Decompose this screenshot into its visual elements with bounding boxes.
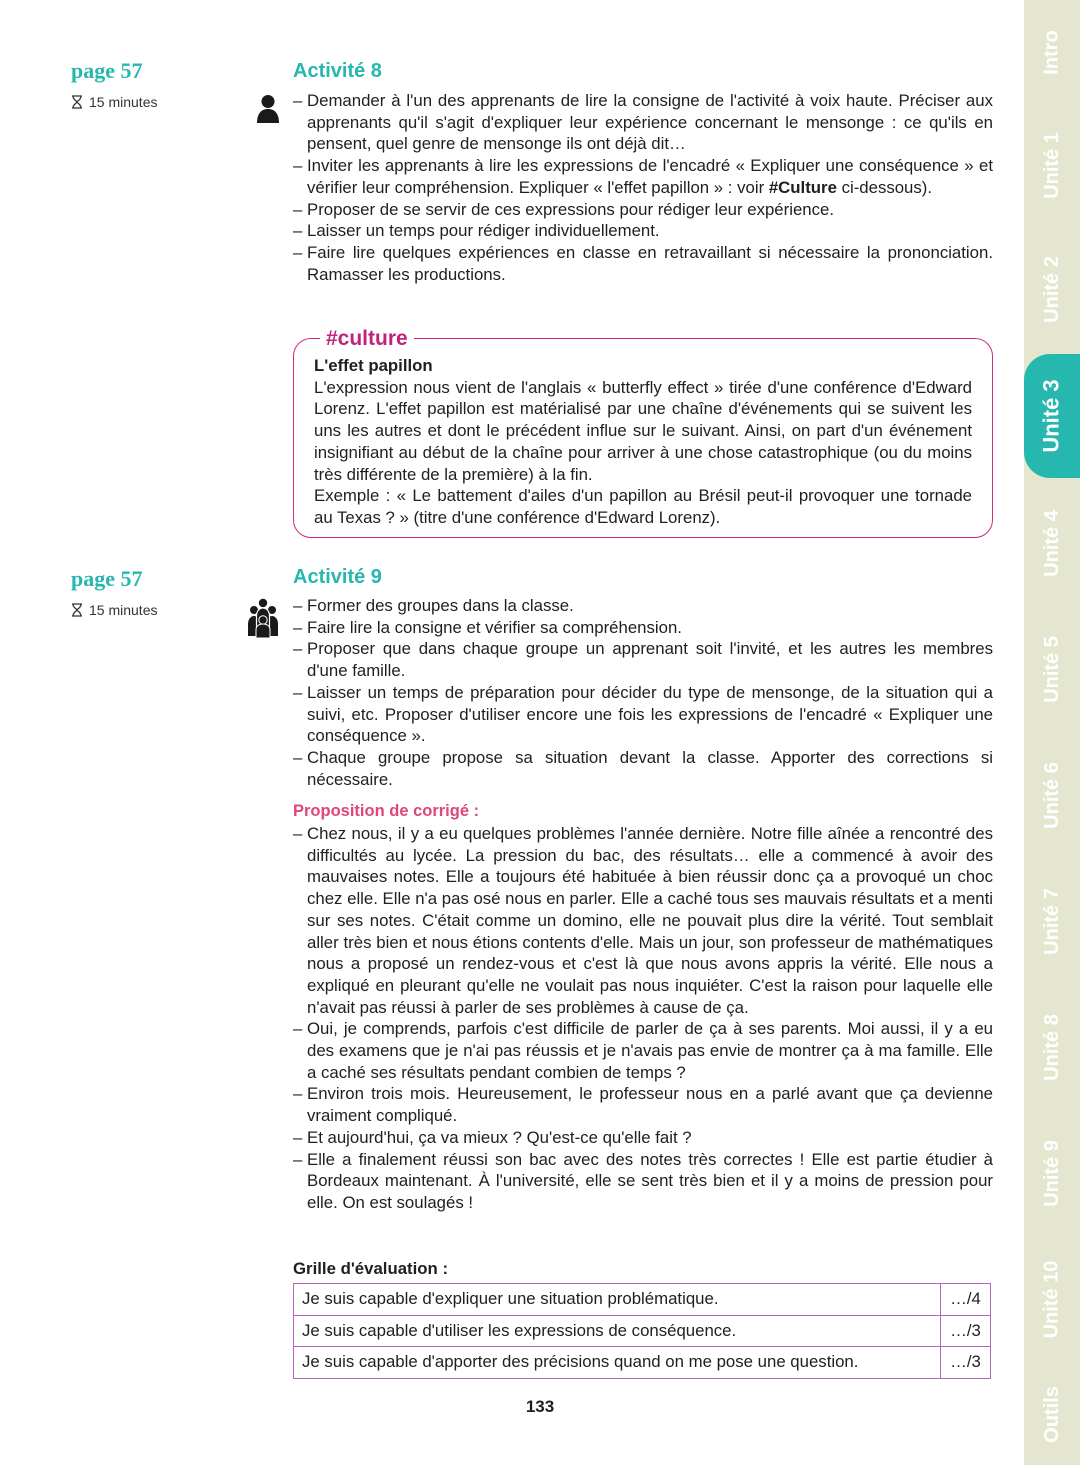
list-item: – Faire lire la consigne et vérifier sa compréhension. <box>293 617 993 639</box>
tab-unite-7[interactable]: Unité 7 <box>1024 860 1080 982</box>
table-row <box>294 1315 991 1347</box>
tab-unite-6[interactable]: Unité 6 <box>1024 734 1080 856</box>
list-item: – Et aujourd'hui, ça va mieux ? Qu'est-ce qu'elle fait ? <box>293 1127 993 1149</box>
culture-heading: L'effet papillon <box>314 356 433 375</box>
duration-label: 15 minutes <box>89 94 158 110</box>
page-number: 133 <box>525 1397 555 1416</box>
list-item: – Inviter les apprenants à lire les expressions de l'encadré « Expliquer une conséquence » et vérifier leur compréhension. Expliquer « l'effet papillon » : voir #Culture ci-dessous). <box>293 155 993 198</box>
tab-unite-9[interactable]: Unité 9 <box>1024 1112 1080 1234</box>
tab-outils[interactable]: Outils <box>1024 1364 1080 1465</box>
tab-intro[interactable]: Intro <box>1024 0 1080 104</box>
hourglass-icon <box>71 603 83 617</box>
list-item: – Faire lire quelques expériences en classe en retravaillant si nécessaire la prononciation. Ramasser les productions. <box>293 242 993 285</box>
table-row <box>294 1284 991 1316</box>
list-item: – Chaque groupe propose sa situation devant la classe. Apporter des corrections si nécessaire. <box>293 747 993 790</box>
grille-title: Grille d'évaluation : <box>293 1259 449 1278</box>
list-item: – Chez nous, il y a eu quelques problèmes l'année dernière. Notre fille aînée a rencontré des difficultés au lycée. La pression du bac, des résultats… elle a commencé à avoir des mauvaises notes. Elle a toujours été habituée à bien réussir donc ça a provoqué un choc chez elle. Elle n'a pas osé nous en parler. Elle a caché tous ses mauvais résultats et a menti sur ses notes. C'était comme un domino, elle ne pouvait plus dire la vérité. Tout semblait aller très bien et nous étions contents d'elle. Mais un jour, son professeur de mathématiques nous a proposé un rendez-vous et c'est là que nous avons appris la vérité. Elle nous a expliqué en pleurant qu'elle ne voulait pas nous inquiéter. C'est la raison pour laquelle elle n'avait pas réussi à parler de ses problèmes à cause de ça. <box>293 823 993 1018</box>
list-item: – Proposer que dans chaque groupe un apprenant soit l'invité, et les autres les membres d'une famille. <box>293 638 993 681</box>
tab-unite-5[interactable]: Unité 5 <box>1024 608 1080 730</box>
criterion-cell: Je suis capable d'expliquer une situation problématique. <box>294 1284 941 1316</box>
corrige-title: Proposition de corrigé : <box>293 802 480 820</box>
list-item: – Laisser un temps de préparation pour décider du type de mensonge, de la situation qui a suivi, etc. Proposer d'utiliser encore une fois les expressions de l'encadré « Expliquer une conséquence ». <box>293 682 993 747</box>
duration-label: 15 minutes <box>89 602 158 618</box>
criterion-cell: Je suis capable d'apporter des précisions quand on me pose une question. <box>294 1347 941 1379</box>
tab-unite-3[interactable]: Unité 3 <box>1024 354 1080 478</box>
list-item: – Former des groupes dans la classe. <box>293 595 993 617</box>
activity-title: Activité 9 <box>293 566 382 588</box>
page-reference: page 57 <box>71 58 143 83</box>
tab-unite-10[interactable]: Unité 10 <box>1024 1238 1080 1360</box>
activity-8-instructions <box>293 90 993 285</box>
duration <box>71 94 157 110</box>
activity-title: Activité 8 <box>293 60 382 82</box>
culture-example: Exemple : « Le battement d'ailes d'un papillon au Brésil peut-il provoquer une tornade au Texas ? » (titre d'une conférence d'Edward Lorenz). <box>314 486 972 527</box>
culture-text: L'expression nous vient de l'anglais « butterfly effect » tirée d'une conférence d'Edward Lorenz. L'effet papillon est matérialisé par une chaîne d'événements qui se suivent les uns les autres et dont le précédent influe sur le suivant. Ainsi, on part d'un événement insignifiant au début de la chaîne pour arriver à une chose catastrophique (ou du moins très différente de la première) à la fin. <box>314 377 972 484</box>
score-cell: …/3 <box>941 1315 991 1347</box>
tab-unite-2[interactable]: Unité 2 <box>1024 228 1080 350</box>
group-icon <box>246 598 280 643</box>
hourglass-icon <box>71 95 83 109</box>
score-cell: …/4 <box>941 1284 991 1316</box>
person-icon <box>256 94 280 129</box>
list-item: – Demander à l'un des apprenants de lire la consigne de l'activité à voix haute. Préciser aux apprenants qu'il s'agit d'expliquer leur expérience concernant le mensonge : ce qu'ils en pensent, quel genre de mensonge ils ont déjà dit… <box>293 90 993 155</box>
activity-9-instructions <box>293 595 993 790</box>
score-cell: …/3 <box>941 1347 991 1379</box>
culture-body <box>314 355 972 529</box>
list-item: – Proposer de se servir de ces expressions pour rédiger leur expérience. <box>293 199 993 221</box>
list-item: – Environ trois mois. Heureusement, le professeur nous en a parlé avant que ça devienne vraiment compliqué. <box>293 1083 993 1126</box>
list-item: – Elle a finalement réussi son bac avec des notes très correctes ! Elle est partie étudier à Bordeaux maintenant. À l'université, elle se sent très bien et il y a moins de pression pour elle. On est soulagés ! <box>293 1149 993 1214</box>
page-reference: page 57 <box>71 566 143 591</box>
table-row <box>294 1347 991 1379</box>
duration <box>71 602 157 618</box>
list-item: – Oui, je comprends, parfois c'est difficile de parler de ça à ses parents. Moi aussi, il y a eu des examens que je n'ai pas réussis et je n'avais pas envie de montrer ça à ma famille. Elle a caché ses résultats pendant combien de temps ? <box>293 1018 993 1083</box>
list-item: – Laisser un temps pour rédiger individuellement. <box>293 220 993 242</box>
tab-unite-4[interactable]: Unité 4 <box>1024 482 1080 604</box>
culture-tag: #culture <box>320 327 414 351</box>
criterion-cell: Je suis capable d'utiliser les expressions de conséquence. <box>294 1315 941 1347</box>
tab-unite-1[interactable]: Unité 1 <box>1024 104 1080 226</box>
evaluation-table <box>293 1283 991 1379</box>
corrige-dialogue <box>293 823 993 1214</box>
tab-unite-8[interactable]: Unité 8 <box>1024 986 1080 1108</box>
